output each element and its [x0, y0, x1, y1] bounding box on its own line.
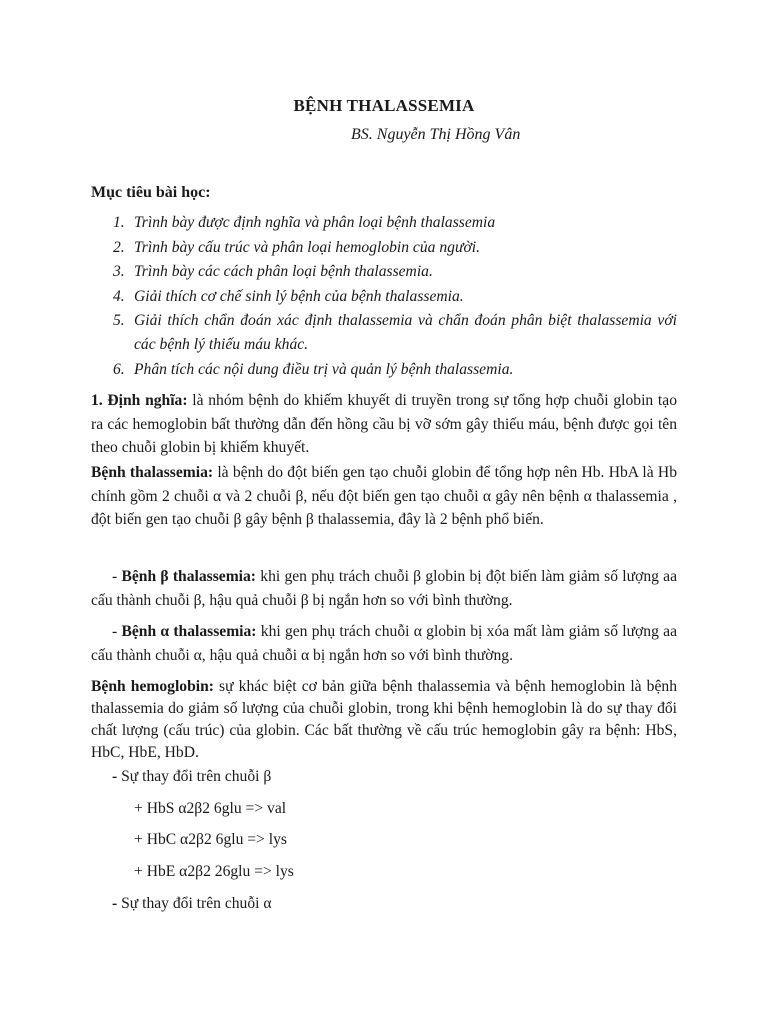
- thalassemia-text: là bệnh do đột biến gen tạo chuỗi globin để tổng hợp nên Hb. HbA là Hb chính gồm 2 chuỗi α và 2 chuỗi β, nếu đột biến gen tạo chuỗi α gây nên bệnh α thalassemia , đột biến gen tạo chuỗi β gây bệnh β thalassemia, đây là 2 bệnh phổ biến.: [91, 464, 677, 528]
- objective-number: 6.: [113, 360, 125, 378]
- alpha-change-heading: [112, 892, 272, 916]
- beta-label: Bệnh β thalassemia:: [121, 568, 257, 585]
- alpha-label: Bệnh α thalassemia:: [121, 623, 257, 640]
- objective-text: Phân tích các nội dung điều trị và quản lý bệnh thalassemia.: [134, 360, 514, 378]
- alpha-change-text: Sự thay đổi trên chuỗi α: [121, 895, 272, 912]
- objectives-list: [91, 211, 677, 383]
- objective-number: 5.: [113, 312, 125, 330]
- hemoglobin-paragraph: [91, 676, 677, 764]
- objective-item: [91, 358, 677, 382]
- objective-number: 4.: [113, 287, 125, 305]
- beta-change-text: Sự thay đổi trên chuỗi β: [121, 768, 272, 785]
- alpha-thalassemia-paragraph: [91, 620, 677, 667]
- change-item: + HbE α2β2 26glu => lys: [134, 863, 294, 880]
- objective-item: [91, 211, 677, 235]
- objective-item: [91, 260, 677, 284]
- objective-text: Trình bày cấu trúc và phân loại hemoglobin của người.: [134, 238, 481, 256]
- objective-item: [91, 309, 677, 357]
- hemoglobin-label: Bệnh hemoglobin:: [91, 678, 214, 695]
- objective-text: Trình bày các cách phân loại bệnh thalassemia.: [134, 263, 433, 281]
- hemoglobin-text: sự khác biệt cơ bản giữa bệnh thalassemia và bệnh hemoglobin là bệnh thalassemia do giảm số lượng của chuỗi globin, trong khi bệnh hemoglobin là do sự thay đổi chất lượng (cấu trúc) của globin. Các bất thường về cấu trúc hemoglobin gây ra bệnh: HbS, HbC, HbE, HbD.: [91, 678, 677, 761]
- objective-number: 3.: [113, 263, 125, 281]
- beta-dash: -: [112, 568, 122, 585]
- definition-paragraph: [91, 389, 677, 460]
- objective-text: Giải thích cơ chế sinh lý bệnh của bệnh thalassemia.: [134, 287, 464, 305]
- author-name: BS. Nguyễn Thị Hồng Vân: [351, 126, 521, 143]
- document-title: BỆNH THALASSEMIA: [293, 96, 475, 115]
- thalassemia-paragraph: [91, 461, 677, 532]
- objective-item: [91, 285, 677, 309]
- objective-text: Trình bày được định nghĩa và phân loại bệnh thalassemia: [134, 214, 496, 231]
- alpha-dash: -: [112, 623, 122, 640]
- objectives-heading: Mục tiêu bài học:: [91, 184, 211, 201]
- objective-number: 2.: [113, 238, 125, 256]
- beta-text: khi gen phụ trách chuỗi β globin bị đột biến làm giảm số lượng aa cấu thành chuỗi β, hậu quả chuỗi β bị ngắn hơn so với bình thường.: [91, 568, 678, 609]
- beta-change-dash: -: [112, 768, 122, 785]
- definition-label: 1. Định nghĩa:: [91, 392, 188, 409]
- alpha-text: khi gen phụ trách chuỗi α globin bị xóa mất làm giảm số lượng aa cấu thành chuỗi α, hậu quả chuỗi α bị ngắn hơn so với bình thường.: [91, 623, 677, 664]
- objective-number: 1.: [113, 214, 125, 231]
- objective-item: [91, 236, 677, 260]
- objective-text: Giải thích chẩn đoán xác định thalassemia và chẩn đoán phân biệt thalassemia với các bệnh lý thiếu máu khác.: [134, 312, 677, 354]
- change-item: + HbC α2β2 6glu => lys: [134, 831, 287, 848]
- alpha-change-dash: -: [112, 895, 122, 912]
- beta-thalassemia-paragraph: [91, 565, 677, 612]
- thalassemia-label: Bệnh thalassemia:: [91, 464, 214, 481]
- change-item: + HbS α2β2 6glu => val: [134, 800, 287, 817]
- beta-change-heading: [112, 765, 271, 789]
- definition-text: là nhóm bệnh do khiếm khuyết di truyền trong sự tổng hợp chuỗi globin tạo ra các hemoglobin bất thường dẫn đến hồng cầu bị vỡ sớm gây thiếu máu, bệnh được gọi tên theo chuỗi globin bị khiếm khuyết.: [91, 392, 677, 456]
